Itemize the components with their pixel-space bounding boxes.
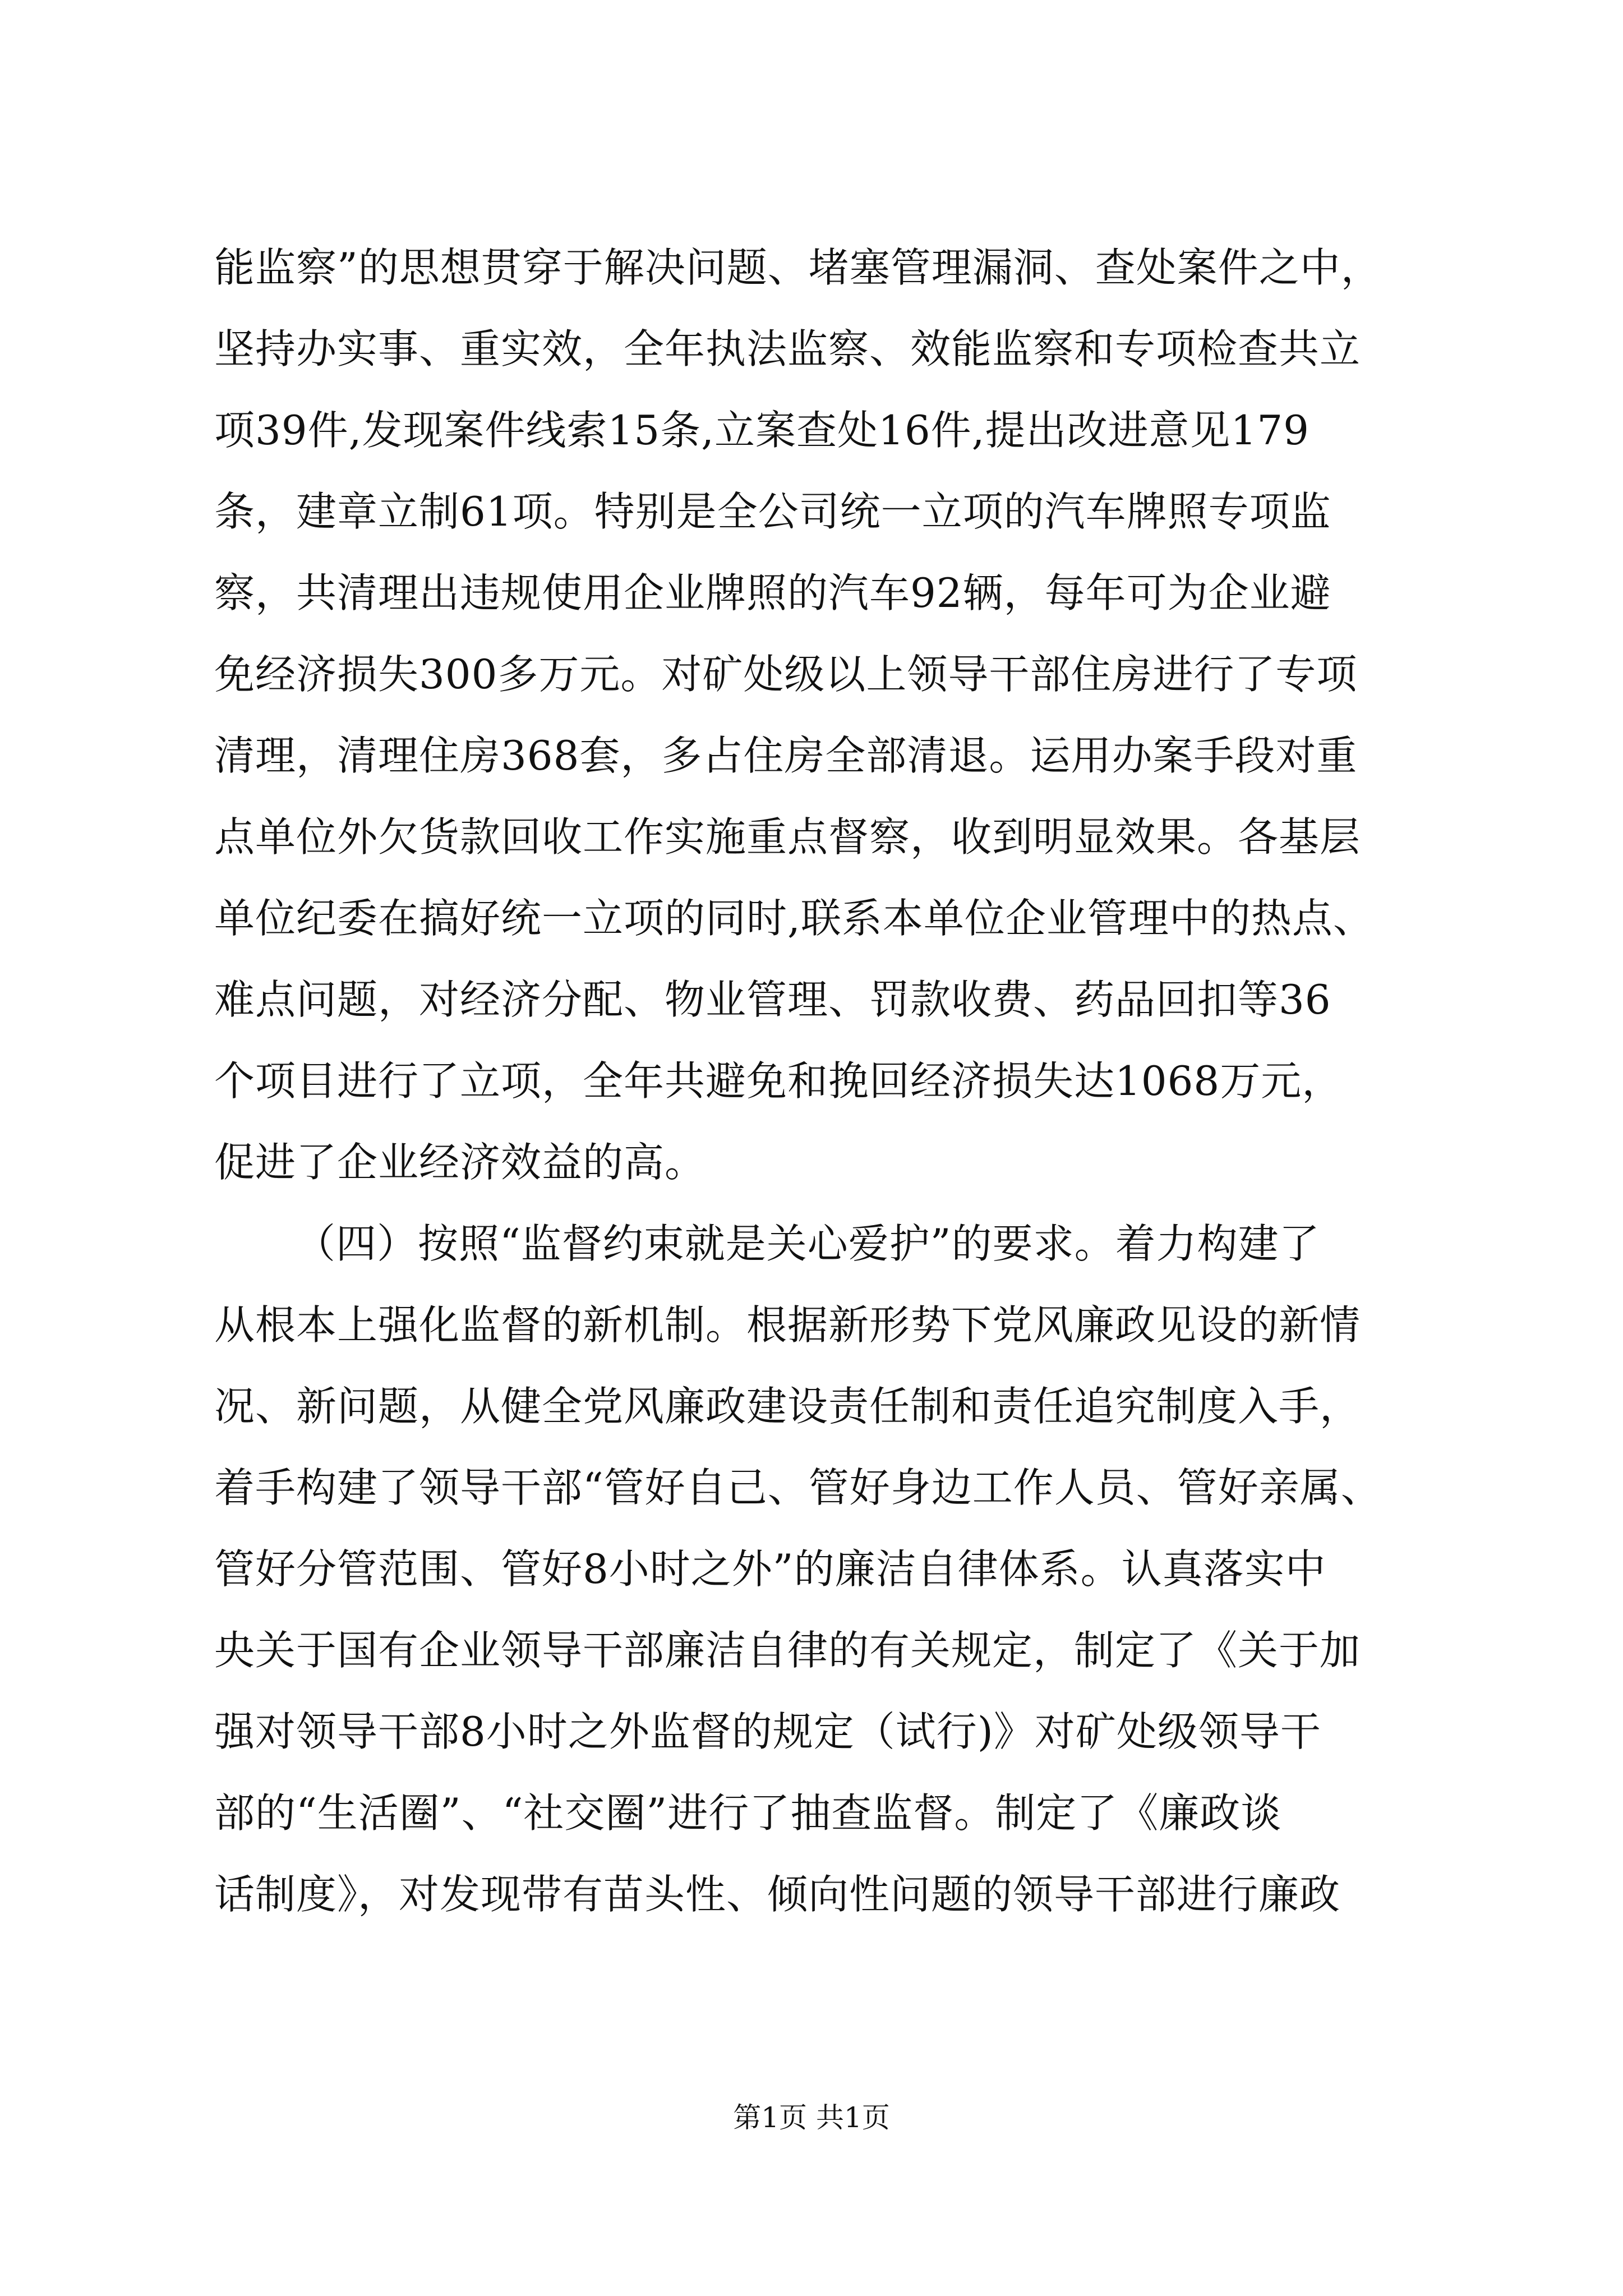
text-line: 单位纪委在搞好统一立项的同时,联系本单位企业管理中的热点、 xyxy=(214,895,1374,942)
text-line: 部的“生活圈”、“社交圈”进行了抽查监督。制定了《廉政谈 xyxy=(214,1789,1282,1837)
text-line: 从根本上强化监督的新机制。根据新形势下党风廉政见设的新情 xyxy=(214,1301,1361,1349)
text-line: 管好分管范围、管好8小时之外”的廉洁自律体系。认真落实中 xyxy=(214,1545,1326,1593)
text-line: 免经济损失300多万元。对矿处级以上领导干部住房进行了专项 xyxy=(214,651,1358,698)
text-line: 央关于国有企业领导干部廉洁自律的有关规定，制定了《关于加 xyxy=(214,1627,1361,1674)
text-line: 难点问题，对经济分配、物业管理、罚款收费、药品回扣等36 xyxy=(214,976,1331,1023)
text-line: 清理，清理住房368套，多占住房全部清退。运用办案手段对重 xyxy=(214,732,1358,779)
page-footer: 第1页 共1页 xyxy=(733,2101,890,2134)
text-line: 强对领导干部8小时之外监督的规定（试行)》对矿处级领导干 xyxy=(214,1708,1321,1755)
text-line: 坚持办实事、重实效，全年执法监察、效能监察和专项检查共立 xyxy=(214,325,1361,372)
paragraph-start-line: （四）按照“监督约束就是关心爱护”的要求。着力构建了 xyxy=(295,1220,1320,1267)
text-line: 察，共清理出违规使用企业牌照的汽车92辆，每年可为企业避 xyxy=(214,569,1331,616)
text-line: 个项目进行了立项，全年共避免和挽回经济损失达1068万元， xyxy=(214,1057,1343,1105)
text-line: 能监察”的思想贯穿于解决问题、堵塞管理漏洞、查处案件之中， xyxy=(214,244,1382,291)
text-line: 项39件,发现案件线索15条,立案查处16件,提出改进意见179 xyxy=(214,407,1310,454)
text-line: 况、新问题，从健全党风廉政建设责任制和责任追究制度入手， xyxy=(214,1383,1361,1430)
text-line: 促进了企业经济效益的高。 xyxy=(214,1139,706,1186)
text-line: 点单位外欠货款回收工作实施重点督察，收到明显效果。各基层 xyxy=(214,813,1361,861)
text-line: 话制度》，对发现带有苗头性、倾向性问题的领导干部进行廉政 xyxy=(214,1871,1341,1918)
text-line: 着手构建了领导干部“管好自己、管好身边工作人员、管好亲属、 xyxy=(214,1464,1382,1511)
body-text xyxy=(214,227,1437,1935)
text-line: 条，建章立制61项。特别是全公司统一立项的汽车牌照专项监 xyxy=(214,488,1331,535)
